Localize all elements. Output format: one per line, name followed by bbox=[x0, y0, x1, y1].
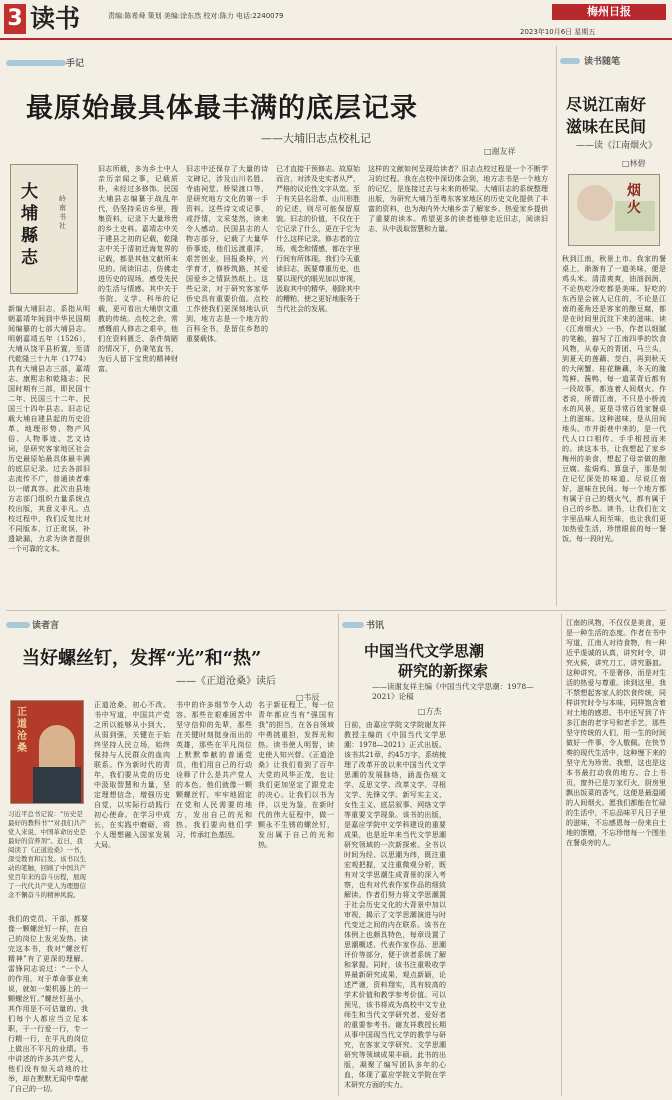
article-col-4: 名于新征程上，每一位青年都应当有“强国有我”的担当，在各自领域中勇挑重担，发挥光和热。读书使人明智，读史使人知兴替。《正道沧桑》让我们看到了百年大党的风华正茂，也让我们更加坚定了跟党走的决心。让我们以书为伴，以史为鉴，在新时代的伟大征程中，做一颗永不生锈的螺丝钉，发出属于自己的光和热。 bbox=[258, 701, 334, 849]
book-cover-image bbox=[10, 700, 84, 804]
article-title-line1: 尽说江南好 bbox=[566, 95, 647, 114]
article-tag: 读者言 bbox=[32, 621, 60, 631]
article-title: 最原始最具体最丰满的底层记录 bbox=[26, 93, 418, 124]
article-side bbox=[560, 46, 668, 610]
article-col-1: 新编大埔旧志，系指从明朝嘉靖年间到中华民国期间编纂的七部大埔县志。明朝嘉靖五年（1526），大埔从饶平县析置，至清代乾隆三十九年（1774）共有大埔县志三部，嘉靖志、康熙志和乾隆志；民国时期有三部，即民国十二年、民国三十二年、民国三十四年县志。旧志记载大埔自建县起的历史沿革、地理形势、物产风俗、人物事迹、艺文诗词，是研究客家地区社会历史最原始最具体最丰满的底层记录。过去各部旧志流传不广，普通读者难以一睹真容。此次由县地方志部门组织力量系统点校出版，其意义非凡。点校过程中，我们反复比对不同版本，订正讹误，补遗缺漏，力求为读者提供一个可靠的文本。 bbox=[8, 305, 90, 553]
book-cover-title: 正道沧桑 bbox=[17, 707, 27, 754]
book-cover-image bbox=[568, 174, 660, 246]
article-byline: □方杰 bbox=[418, 707, 442, 716]
article-body-continued: 江南的风物，不仅仅是美食，更是一种生活的态度。作者在书中写道，江南人对待食物，有一种近乎虔诚的认真，讲究时令，讲究火候，讲究刀工，讲究器皿。这种讲究，不是奢侈，而是对生活的热爱与尊重。读到这里，我不禁想起客家人的饮食传统，同样讲究时令与本味，同样饱含着对土地的感恩。书中还写到了许多江南的老字号和老手艺，那些坚守传统的人们，用一生的时间做好一件事，令人敬佩。在快节奏的现代生活中，这种慢下来的坚守尤为珍贵。我想，这也是这本书最打动我的地方。合上书页，窗外已是万家灯火，厨房里飘出饭菜的香气，这便是最温暖的人间烟火。愿我们都能在忙碌的生活中，不忘品味平凡日子里的滋味，不忘感恩每一份来自土地的馈赠，不忘珍惜每一个围坐在餐桌旁的人。 bbox=[566, 619, 666, 847]
section-number: 3 bbox=[4, 4, 26, 34]
article-title-line2: 滋味在民间 bbox=[566, 117, 647, 136]
article-col-3: 书中的许多细节令人动容。那些在艰难困苦中坚守信仰的先辈，那些在关键时刻挺身而出的英雄，那些在平凡岗位上默默奉献的普通党员，他们用自己的行动诠释了什么是共产党人的本色。他们就像一颗颗螺丝钉，牢牢地固定在党和人民需要的地方，发出自己的光和热。我们要向他们学习，传承红色基因。 bbox=[176, 701, 252, 839]
article-subtitle: ——读谢友祥主编《中国当代文学思潮：1978—2021》论稿 bbox=[372, 682, 534, 701]
article-tag: 手记 bbox=[66, 59, 85, 69]
article-byline: □林碧 bbox=[622, 159, 646, 168]
book-cover-title: 大埔縣志 bbox=[21, 182, 38, 268]
book-cover-press: 岭南书社 bbox=[59, 195, 66, 230]
article-title: 当好螺丝钉，发挥“光”和“热” bbox=[22, 648, 262, 669]
newspaper-logo: 梅州日报 bbox=[552, 4, 666, 20]
page-header bbox=[0, 0, 672, 40]
article-side-continued bbox=[564, 614, 668, 1098]
article-col-3: 旧志中还保存了大量的诗文碑记，涉及山川名胜、寺庙祠堂、桥梁渡口等，是研究地方文化的第一手资料。这些诗文或记事，或抒情，文采斐然，读来令人感动。民国县志的人物志部分，记载了大量华侨事迹，他们远渡重洋，艰苦创业，回报桑梓，兴学育才，修桥筑路，其爱国爱乡之情跃然纸上。这些记录，对于研究客家华侨史具有重要价值。点校工作使我们更深刻地认识到，地方志是一个地方的百科全书，是留住乡愁的重要载体。 bbox=[186, 165, 268, 343]
issue-date: 2023年10月6日 星期五 bbox=[520, 28, 596, 36]
article-byline: □韦辰 bbox=[296, 693, 320, 702]
article-title-line2: 研究的新探索 bbox=[398, 662, 489, 680]
article-col-2: 旧志所载，多为乡土中人亲历亲闻之事，记载质朴，未经过多修饰。民国大埔县志编纂于战乱年代，仍坚持采访乡里，搜集资料，记录下大量珍贵的乡土史料。嘉靖志中关于建县之初的记载，乾隆志中关于清初迁海复界的记载，都是其他文献所未见的。阅读旧志，仿佛走进历史的现场，感受先民的生活与情感。其中关于书院、义学、科举的记载，更可看出大埔崇文重教的传统。点校之余，常感慨前人修志之艰辛，他们在资料匮乏、条件简陋的情况下，仍秉笔直书，为后人留下宝贵的精神财富。 bbox=[98, 165, 178, 373]
article-tag: 书讯 bbox=[366, 621, 385, 631]
article-body: 日前，由嘉应学院文学院谢友祥教授主编的《中国当代文学思潮：1978—2021》正式出版。该书共21章，约45万字，系统梳理了改革开放以来中国当代文学思潮的发展脉络，涵盖伤痕文学、反思文学、改革文学、寻根文学、先锋文学、新写实主义、女性主义、底层叙事、网络文学等重要文学现象。该书的出版，是嘉应学院中文学科建设的重要成果，也是近年来当代文学思潮研究领域的一次新探索。全书以时间为经、以思潮为纬，既注重宏观把握，又注重微观分析，既有对文学思潮生成背景的深入考察，也有对代表作家作品的细致解读。作者们努力将文学思潮置于社会历史文化的大背景中加以审视，揭示了文学思潮演进与时代变迁之间的内在联系。该书在体例上也颇具特色，每章设置了思潮概述、代表作家作品、思潮评价等部分，便于读者系统了解和掌握。同时，该书注重吸收学界最新研究成果，观点新颖，论述严谨，资料翔实，具有较高的学术价值和教学参考价值。可以预见，该书将成为高校中文专业师生和当代文学研究者、爱好者的重要参考书。谢友祥教授长期从事中国现当代文学的教学与研究，在客家文学研究、文学思潮研究等领域成果丰硕。此书的出版，凝聚了编写团队多年的心血，体现了嘉应学院文学院在学术研究方面的实力。 bbox=[344, 721, 446, 1089]
article-subtitle: ——《正道沧桑》读后 bbox=[176, 676, 276, 687]
book-caption: 习近平总书记说：“历史是最好的教科书”“对我们共产党人来说，中国革命历史是最好的营养剂”。近日，我阅读了《正道沧桑》一书，深受教育和启发。该书以生动的笔触，回顾了中国共产党百年来的奋斗历程，展现了一代代共产党人为理想信念不懈奋斗的精神风貌。 bbox=[8, 810, 87, 899]
article-body: 秋到江南，秋景上市。我家的餐桌上，渐渐有了一道美味，便是鸡头米。清清爽爽，油油润润，不论热吃冷吃都是美味。好吃的东西是会被人记住的，不论是江南的菱角还是客家的酿豆腐，都是在时间里沉淀下来的滋味。读《江南烟火》一书，作者以细腻的笔触，描写了江南四季的饮食风物，从春天的青团、马兰头，到夏天的莲藕、茭白，再到秋天的大闸蟹、桂花糖藕，冬天的腌笃鲜、酱鸭，每一道菜背后都有一段故事，都连着人间烟火。作者说，所谓江南，不只是小桥流水的风景，更是寻常百姓家餐桌上的滋味。这种滋味，是从田间地头、市井街巷中来的，是一代代人口口相传、手手相授而来的。读这本书，让我想起了家乡梅州的美食，想起了母亲做的酿豆腐、盐焗鸡、算盘子，那是刻在记忆深处的味道。尽说江南好，滋味在民间。每一个地方都有属于自己的烟火气，都有属于自己的乡愁。读书，让我们在文字里品味人间至味，也让我们更加热爱生活，珍惜眼前的每一餐饭、每一段时光。 bbox=[562, 255, 666, 543]
article-title-line1: 中国当代文学思潮 bbox=[364, 642, 485, 660]
article-review bbox=[6, 614, 334, 1098]
article-col-5: 这样的文献如何呈现给读者？旧志点校过程是一个不断学习的过程。我在点校中深切体会到，地方志书是一个地方的记忆，是连接过去与未来的桥梁。大埔旧志的系统整理出版，为研究大埔乃至粤东客家地区的历史文化提供了丰富的资料，也为海内外大埔乡亲了解家乡、热爱家乡提供了重要的读本。希望更多的读者能够走近旧志，阅读旧志，从中汲取智慧和力量。 bbox=[368, 165, 548, 233]
article-tag: 读书随笔 bbox=[584, 57, 621, 67]
article-subtitle: ——大埔旧志点校札记 bbox=[261, 132, 371, 145]
article-main bbox=[6, 52, 552, 606]
article-col-1: 我们的党员、干部，都要像一颗螺丝钉一样，在自己的岗位上发光发热。读完这本书，我对“螺丝钉精神”有了更深的理解。雷锋同志说过：“一个人的作用，对于革命事业来说，就如一架机器上的一颗螺丝钉。”螺丝钉虽小，其作用是不可估量的。我们每个人都应当立足本职，干一行爱一行，专一行精一行，在平凡的岗位上做出不平凡的业绩。书中讲述的许多共产党人，他们没有惊天动地的壮举，却在默默无闻中奉献了自己的一切。 bbox=[8, 915, 88, 1093]
article-byline: □谢友祥 bbox=[484, 147, 516, 156]
book-cover-image bbox=[10, 164, 78, 294]
article-col-4: 已才直接干预修志。故原始而言，对涉及史实者从严，严格的议论性文字从宽。至于有关县名沿革、山川形胜的记述，则尽可能保留原貌。旧志的价值，不仅在于它记录了什么，更在于它为什么这样记录。修志者的立场、观念和情感，都在字里行间有所体现。我们今天重读旧志，既要尊重历史，也要以现代的眼光加以审视，汲取其中的精华，剔除其中的糟粕，使之更好地服务于当代社会的发展。 bbox=[276, 165, 360, 313]
book-cover-title: 烟火 bbox=[627, 183, 641, 216]
staff-credits: 责编:陈希舜 策划 美编:涂东然 校对:陈力 电话:2240079 bbox=[108, 12, 284, 20]
article-col-2: 正道沧桑，初心不改。书中写道，中国共产党之所以能够从小到大、从弱到强，关键在于始终坚持人民立场，始终保持与人民群众的血肉联系。作为新时代的青年，我们要从党的历史中汲取智慧和力量，坚定理想信念，增强历史自觉，以实际行动践行初心使命。在学习中成长，在实践中磨砺，将个人理想融入国家发展大局。 bbox=[94, 701, 170, 849]
article-news bbox=[342, 614, 558, 1098]
section-name: 读书 bbox=[30, 4, 81, 33]
article-subtitle: ——读《江南烟火》 bbox=[576, 141, 658, 151]
